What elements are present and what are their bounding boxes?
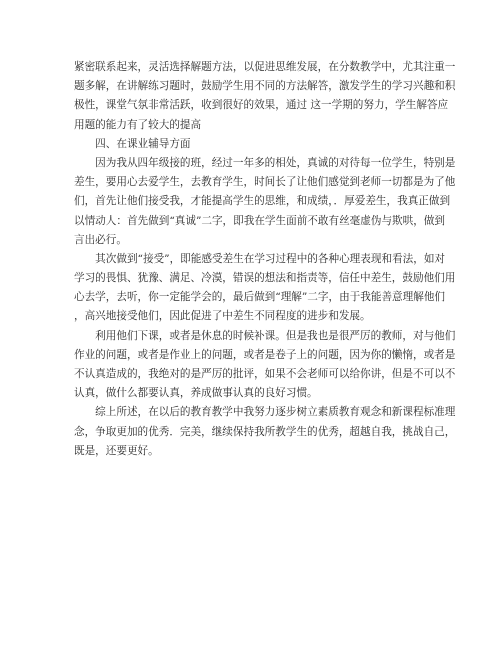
text-line: 用题的能力有了较大的提高 — [74, 118, 202, 131]
text-line: 其次做到“接受”，即能感受差生在学习过程中的各种心理表现和看法，如对 — [74, 252, 446, 265]
document-body — [74, 58, 456, 461]
text-line: 题多解，在讲解练习题时，鼓励学生用不同的方法解答，激发学生的学习兴趣和积 — [74, 80, 456, 93]
text-line: 极性，课堂气氛非常活跃，收到很好的效果，通过 这一学期的努力，学生解答应 — [74, 99, 449, 112]
text-line: 心去学，去听，你一定能学会的，最后做到“理解”二字，由于我能善意理解他们 — [74, 291, 446, 304]
text-line: 综上所述，在以后的教育教学中我努力逐步树立素质教育观念和新课程标准理 — [74, 406, 456, 419]
text-line: 们，首先让他们接受我，才能提高学生的思维，和成绩，．厚爱差生，我真正做到 — [74, 195, 451, 208]
text-line: 紧密联系起来，灵活选择解题方法，以促进思维发展，在分数教学中，尤其注重一 — [74, 61, 456, 73]
text-line: ，高兴地接受他们，因此促进了中差生不同程度的进步和发展。 — [74, 310, 371, 323]
text-line: 利用他们下课，或者是休息的时候补课。但是我也是很严厉的教师，对与他们 — [74, 329, 456, 342]
text-line: 学习的畏惧、犹豫、满足、冷漠，错误的想法和指责等，信任中差生，鼓励他们用 — [74, 272, 456, 285]
section-heading: 四、在课业辅导方面 — [74, 137, 191, 150]
text-line: 认真，做什么都要认真，养成做事认真的良好习惯。 — [74, 387, 318, 400]
text-line: 言出必行。 — [74, 233, 127, 246]
text-line: 作业的问题，或者是作业上的问题，或者是卷子上的问题，因为你的懒惰，或者是 — [74, 348, 456, 361]
text-line: 差生，要用心去爱学生，去教育学生，时间长了让他们感觉到老师一切都是为了他 — [74, 176, 456, 189]
text-line: 以情动人：首先做到“真诚”二字，即我在学生面前不敢有丝毫虚伪与欺哄，做到 — [74, 214, 446, 227]
text-line: 既是，还要更好。 — [74, 444, 159, 457]
text-line: 因为我从四年级接的班，经过一年多的相处，真诚的对待每一位学生，特别是 — [74, 156, 456, 169]
text-line: 念，争取更加的优秀．完美，继续保持我所教学生的优秀，超越自我，挑战自己， — [74, 425, 456, 438]
text-line: 不认真造成的，我绝对的是严厉的批评，如果不会老师可以给你讲，但是不可以不 — [74, 368, 456, 380]
